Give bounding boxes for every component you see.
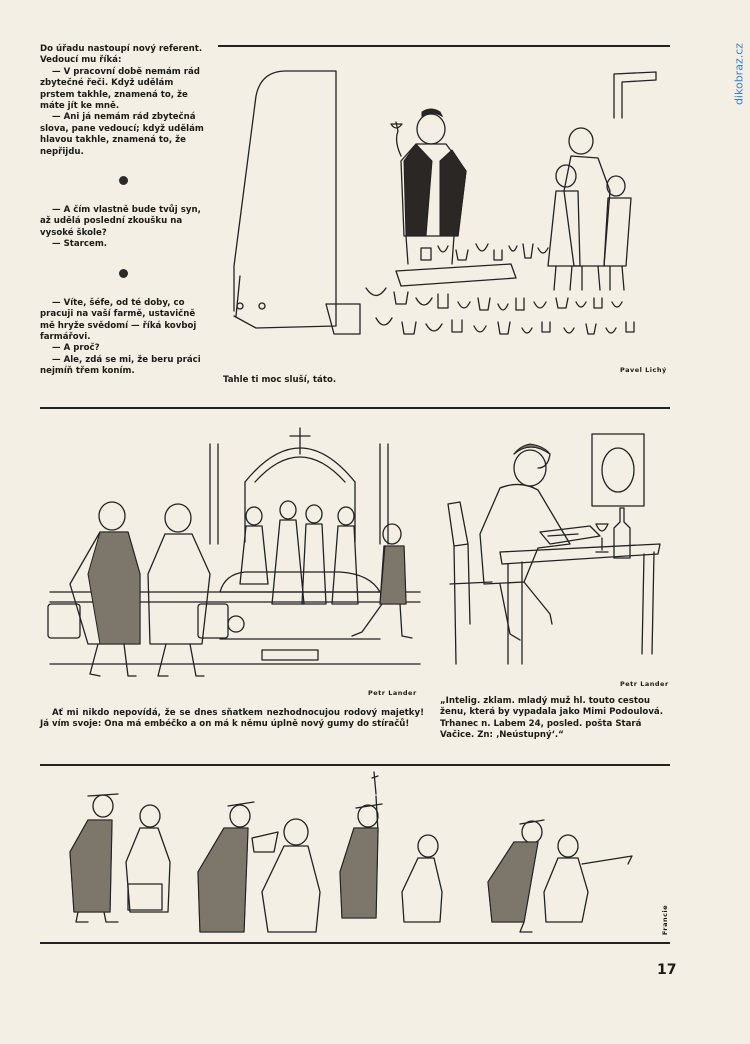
joke-text: — Ale, zdá se mi, že beru práci nejmíň třem koním. (40, 354, 201, 377)
glasses-cartoon (226, 66, 672, 366)
joke-2 (40, 205, 206, 251)
separator-dot (119, 176, 128, 185)
glasses-caption: Tahle ti moc sluší, táto. (223, 375, 337, 385)
rule-middle (40, 407, 670, 409)
joke-text: — A čím vlastně bude tvůj syn, až udělá poslední zkoušku na vysoké škole? (40, 205, 201, 238)
separator-dot (119, 269, 128, 278)
rule-strip-bottom (40, 942, 670, 944)
joke-text: — A proč? (52, 343, 100, 354)
joke-text: — Ani já nemám rád zbytečná slova, pane vedoucí; když udělám hlavou takhle, znamená to, že nepřijdu. (40, 112, 204, 157)
joke-1 (40, 44, 206, 158)
strip-artist-wrap (660, 900, 670, 940)
rule-top (218, 45, 670, 47)
watermark (732, 14, 746, 134)
strip-cartoon (48, 772, 658, 938)
joke-3 (40, 298, 206, 378)
wedding-artist: Petr Lander (368, 689, 417, 697)
wedding-caption: Ať mi nikdo nepovídá, že se dnes sňatkem nezhodnocujou rodový majetky! Já vím svoje: Ona má embéčko a on má k němu úplně nový gumy do stíračů! (40, 708, 424, 730)
rule-strip-top (40, 764, 670, 766)
joke-text: — V pracovní době nemám rád zbytečné řeči. Když udělám prstem takhle, znamená to, že máte jít ke mně. (40, 66, 200, 112)
wedding-cartoon (40, 424, 430, 686)
strip-artist: Francie (661, 904, 669, 936)
jokes-column (40, 44, 206, 378)
joke-text: — Víte, šéfe, od té doby, co pracuji na vaší farmě, ustavičně mě hryže svědomí — říká kovboj farmářovi. (40, 297, 197, 342)
letter-caption: „Intelig. zklam. mladý muž hl. touto cestou ženu, která by vypadala jako Mimi Podoulová. Trhanec n. Labem 24, posled. pošta Stará Vačice. Zn: ‚Neústupný‘.“ (440, 696, 663, 741)
letter-cartoon (440, 424, 672, 680)
joke-text: Do úřadu nastoupí nový referent. Vedoucí mu říká: (40, 44, 203, 66)
letter-artist: Petr Lander (620, 680, 669, 688)
watermark-text: dikobraz.cz (732, 42, 746, 106)
page-number: 17 (657, 962, 677, 978)
glasses-artist: Pavel Lichý (620, 366, 667, 374)
joke-text: — Starcem. (52, 239, 108, 250)
